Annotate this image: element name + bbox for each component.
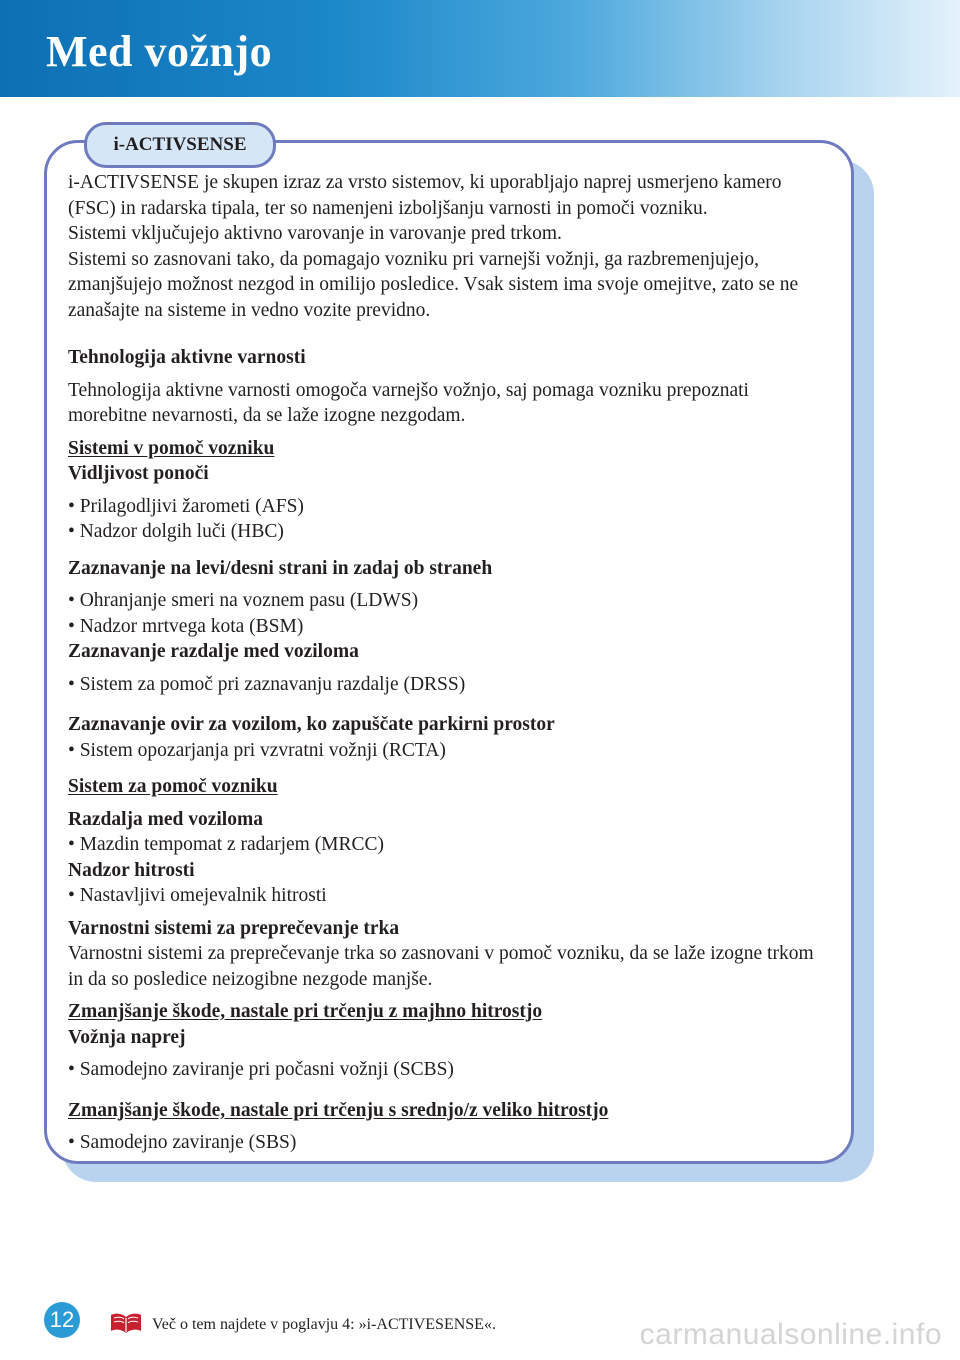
active-safety-text: Tehnologija aktivne varnosti omogoča varnejšo vožnjo, saj pomaga vozniku prepoznati morebitne nevarnosti, da se laže izogne nezgodam. <box>68 379 749 426</box>
list-item: • Nadzor dolgih luči (HBC) <box>68 521 284 542</box>
intro-paragraph-3: Sistemi so zasnovani tako, da pomagajo vozniku pri varnejši vožnji, ga razbremenjujejo, zmanjšujejo možnost nezgod in omilijo posledice. Vsak sistem ima svoje omejitve, zato se ne zanašajte na sisteme in vedno vozite previdno. <box>68 248 799 321</box>
gap-title: Razdalja med voziloma <box>68 808 263 830</box>
section-tab: i-ACTIVSENSE <box>84 122 276 168</box>
page-number-badge: 12 <box>44 1302 80 1338</box>
list-item: • Nastavljivi omejevalnik hitrosti <box>68 885 327 906</box>
list-item: • Samodejno zaviranje pri počasni vožnji (SCBS) <box>68 1059 454 1080</box>
driver-support-subheading: Sistem za pomoč vozniku <box>68 776 278 797</box>
chapter-reference: Več o tem najdete v poglavju 4: »i-ACTIVESENSE«. <box>152 1316 496 1333</box>
page-title: Med vožnjo <box>46 27 273 76</box>
content-body <box>68 170 824 1156</box>
speed-control-title: Nadzor hitrosti <box>68 859 195 881</box>
forward-driving-title: Vožnja naprej <box>68 1026 186 1048</box>
night-visibility-title: Vidljivost ponoči <box>68 463 209 484</box>
pre-crash-text: Varnostni sistemi za preprečevanje trka so zasnovani v pomoč vozniku, da se laže izogne trkom in da so posledice neizogibne nezgode manjše. <box>68 943 814 990</box>
pre-crash-heading: Varnostni sistemi za preprečevanje trka <box>68 917 400 939</box>
list-item: • Sistem za pomoč pri zaznavanju razdalje (DRSS) <box>68 673 466 695</box>
active-safety-heading: Tehnologija aktivne varnosti <box>68 347 306 368</box>
watermark: carmanualsonline.info <box>639 1318 942 1351</box>
side-detection-title: Zaznavanje na levi/desni strani in zadaj ob straneh <box>68 557 493 579</box>
list-item: • Nadzor mrtvega kota (BSM) <box>68 615 304 637</box>
distance-detection-title: Zaznavanje razdalje med voziloma <box>68 641 359 662</box>
list-item: • Mazdin tempomat z radarjem (MRCC) <box>68 834 385 855</box>
book-icon <box>110 1312 142 1334</box>
list-item: • Samodejno zaviranje (SBS) <box>68 1132 297 1153</box>
intro-paragraph-1: i-ACTIVSENSE je skupen izraz za vrsto sistemov, ki uporabljajo naprej usmerjeno kamero (FSC) in radarska tipala, ter so namenjeni izboljšanju varnosti in pomoči vozniku. <box>68 172 782 219</box>
active-safety-subheading: Sistemi v pomoč vozniku <box>68 437 275 459</box>
low-speed-subheading: Zmanjšanje škode, nastale pri trčenju z majhno hitrostjo <box>68 1001 543 1022</box>
high-speed-subheading: Zmanjšanje škode, nastale pri trčenju s srednjo/z veliko hitrostjo <box>68 1099 609 1121</box>
list-item: • Prilagodljivi žarometi (AFS) <box>68 495 304 517</box>
list-item: • Ohranjanje smeri na voznem pasu (LDWS) <box>68 590 419 611</box>
list-item: • Sistem opozarjanja pri vzvratni vožnji (RCTA) <box>68 739 446 761</box>
parking-detection-title: Zaznavanje ovir za vozilom, ko zapuščate parkirni prostor <box>68 714 555 735</box>
intro-paragraph-2: Sistemi vključujejo aktivno varovanje in varovanje pred trkom. <box>68 223 562 244</box>
